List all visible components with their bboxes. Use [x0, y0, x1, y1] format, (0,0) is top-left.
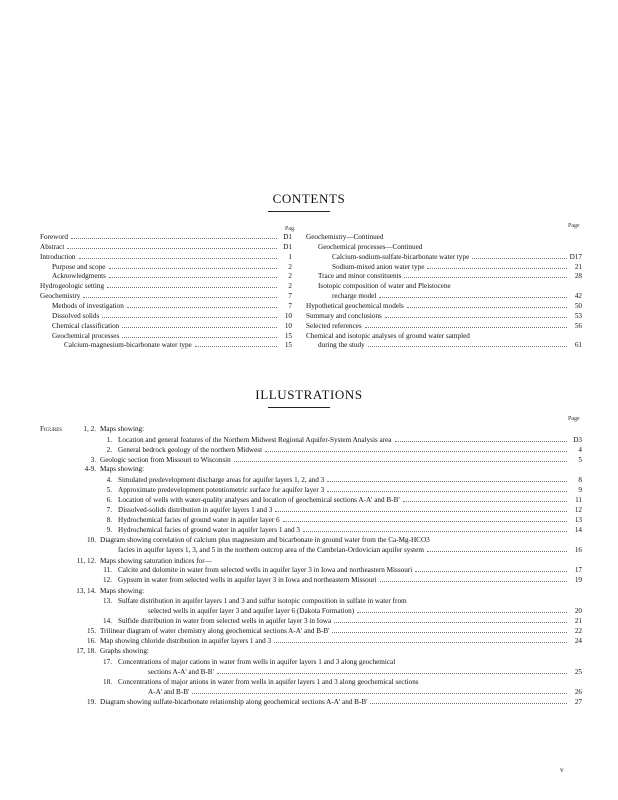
contents-page-header-left: Pag.: [285, 226, 296, 232]
illustration-entry: [118, 486, 582, 494]
contents-left-entry-text: Methods of investigation: [52, 301, 124, 310]
illustration-entry-text: Maps showing:: [100, 587, 145, 595]
illustration-entry-leader: [327, 490, 567, 492]
illustration-entry: [118, 446, 582, 454]
contents-right-entry-text: Trace and minor constituents: [318, 272, 402, 281]
illustration-entry-page: 25: [574, 668, 582, 676]
illustration-entry-leader: [327, 480, 567, 482]
figure-number: 4-9.: [84, 465, 96, 473]
illustration-entry-text: Dissolved-solids distribution in aquifer layers 1 and 3: [118, 506, 273, 514]
illustration-entry: [100, 698, 582, 706]
illustration-entry: [118, 476, 582, 484]
illustration-entry-page: 8: [578, 476, 582, 484]
figure-number: 4.: [106, 476, 112, 484]
contents-left-entry-page: 2: [288, 262, 292, 271]
figure-number: 5.: [106, 486, 112, 494]
contents-right-entry-text: Summary and conclusions: [306, 311, 382, 320]
illustration-entry-leader: [427, 550, 567, 552]
figure-number: 17, 18.: [76, 647, 96, 655]
contents-right-entry-text: Geochemistry—Continued: [306, 233, 384, 241]
contents-left-entry-text: Introduction: [40, 252, 76, 261]
figure-number: 12.: [103, 576, 112, 584]
contents-right-entry-page: 61: [574, 341, 582, 350]
figure-number: 10.: [87, 536, 96, 544]
illustration-entry: [118, 678, 582, 686]
illustration-entry-page: 4: [578, 446, 582, 454]
illustration-entry: [100, 647, 582, 655]
illustration-entry: [118, 597, 582, 605]
illustration-entry-leader: [380, 580, 567, 582]
illustration-entry-page: 21: [574, 617, 582, 625]
contents-right-entry: [332, 253, 582, 261]
illustration-entry-text: Hydrochemical facies of ground water in aquifer layer 6: [118, 516, 280, 524]
contents-left-entry-leader: [102, 316, 277, 318]
illustration-entry-leader: [415, 570, 567, 572]
figure-number: 19.: [87, 698, 96, 706]
contents-left-entry: [40, 253, 292, 261]
contents-left-entry: [52, 332, 292, 340]
contents-right-entry-text: Calcium-sodium-sulfate-bicarbonate water type: [332, 252, 470, 261]
contents-title-rule: [268, 211, 330, 212]
illustration-entry: [118, 658, 582, 666]
contents-right-entry: [332, 263, 582, 271]
illustration-entry-page: 22: [574, 627, 582, 635]
illustration-entry: [148, 688, 582, 696]
illustration-entry-text: Simulated predevelopment discharge areas for aquifer layers 1, 2, and 3: [118, 476, 325, 484]
contents-right-entry-page: 42: [574, 292, 582, 301]
illustration-entry: [100, 587, 582, 595]
illustration-entry-page: 16: [574, 546, 582, 554]
contents-right-entry: [306, 322, 582, 330]
contents-right-entry-text: during the study: [318, 341, 365, 350]
contents-left-entry-leader: [195, 345, 277, 347]
contents-right-entry: [318, 243, 582, 251]
contents-right-entry: [318, 282, 582, 290]
contents-right-entry-text: Selected references: [306, 321, 362, 330]
illustration-entry-text: selected wells in aquifer layer 3 and aquifer layer 6 (Dakota Formation): [148, 607, 355, 615]
figure-number: 15.: [87, 627, 96, 635]
contents-left-entry: [52, 322, 292, 330]
illustration-entry: [118, 617, 582, 625]
illustration-entry: [100, 637, 582, 645]
contents-left-entry-text: Chemical classification: [52, 321, 120, 330]
contents-right-entry: [306, 233, 582, 241]
contents-right-entry-text: Chemical and isotopic analyses of ground water sampled: [306, 331, 470, 340]
contents-left-entry: [40, 243, 292, 251]
contents-right-entry-page: 50: [574, 301, 582, 310]
contents-right-entry-page: D17: [569, 252, 582, 261]
illustration-entry-page: 9: [578, 486, 582, 494]
contents-left-entry-page: D1: [283, 242, 292, 251]
illustration-entry: [148, 668, 582, 676]
illustration-entry-text: Location and general features of the Northern Midwest Regional Aquifer-System Analysis area: [118, 436, 392, 444]
figure-number: 14.: [103, 617, 112, 625]
figure-number: 3.: [90, 456, 96, 464]
contents-left-entry-text: Acknowledgments: [52, 272, 106, 281]
illustration-entry: [118, 436, 582, 444]
contents-page-header-right: Page: [568, 223, 580, 229]
illustration-entry-text: Graphs showing:: [100, 647, 149, 655]
contents-right-entry: [306, 302, 582, 310]
illustration-entry-text: facies in aquifer layers 1, 3, and 5 in the northern outcrop area of the Cambrian-Ordovician aquifer system: [118, 546, 424, 554]
figure-number: 1, 2.: [83, 425, 96, 433]
illustration-entry-text: Location of wells with water-quality analyses and location of geochemical sections A-A' and B-B': [118, 496, 400, 504]
illustration-entry: [100, 456, 582, 464]
illustration-entry-page: 26: [574, 688, 582, 696]
illustration-entry-leader: [395, 440, 568, 442]
illustration-entry: [118, 516, 582, 524]
illustration-entry-page: 12: [574, 506, 582, 514]
illustration-entry: [100, 627, 582, 635]
illustration-entry: [118, 546, 582, 554]
contents-left-entry-leader: [109, 267, 278, 269]
contents-title: CONTENTS: [272, 191, 346, 206]
figure-number: 1.: [106, 436, 112, 444]
illustration-entry-text: Maps showing:: [100, 465, 145, 473]
contents-left-entry-text: Dissolved solids: [52, 311, 100, 320]
figure-number: 16.: [87, 637, 96, 645]
figure-number: 18.: [103, 678, 112, 686]
illustration-entry: [118, 496, 582, 504]
contents-right-entry: [306, 312, 582, 320]
illustration-entry-page: 20: [574, 607, 582, 615]
contents-left-entry-leader: [109, 276, 277, 278]
illustration-entry-leader: [275, 510, 567, 512]
contents-right-entry-leader: [404, 276, 567, 278]
figure-number: 13.: [103, 597, 112, 605]
contents-right-entry: [332, 292, 582, 300]
illustration-entry: [148, 607, 582, 615]
figure-number: 11, 12.: [76, 557, 96, 565]
illustration-entry-leader: [403, 500, 567, 502]
contents-left-entry-text: Calcium-magnesium-bicarbonate water type: [64, 341, 192, 350]
contents-left-entry-page: 15: [284, 341, 292, 350]
contents-left-entry: [52, 302, 292, 310]
contents-right-entry-leader: [385, 316, 567, 318]
contents-right-entry: [306, 332, 582, 340]
contents-right-entry-text: Hypothetical geochemical models: [306, 301, 404, 310]
illustration-entry-page: 27: [574, 698, 582, 706]
contents-left-entry-leader: [71, 237, 277, 239]
contents-right-entry-leader: [368, 345, 567, 347]
page-folio: v: [560, 766, 564, 774]
illustration-entry-text: Approximate predevelopment potentiometric surface for aquifer layer 3: [118, 486, 325, 494]
illustration-entry-page: 11: [575, 496, 582, 504]
contents-right-entry: [318, 272, 582, 280]
contents-left-entry-text: Purpose and scope: [52, 262, 106, 271]
contents-left-entry-page: 7: [288, 292, 292, 301]
contents-right-entry-page: 21: [574, 262, 582, 271]
illustration-entry: [100, 465, 582, 473]
illustration-entry: [118, 526, 582, 534]
contents-left-entry-page: 15: [284, 331, 292, 340]
illustration-entry-text: Maps showing saturation indices for—: [100, 557, 212, 565]
illustration-entry: [118, 576, 582, 584]
contents-left-entry-leader: [127, 306, 277, 308]
illustration-entry: [118, 566, 582, 574]
illustration-entry: [118, 506, 582, 514]
contents-left-entry: [40, 282, 292, 290]
illustration-entry-page: 5: [578, 456, 582, 464]
illustration-entry-leader: [370, 702, 567, 704]
contents-right-entry-text: Geochemical processes—Continued: [318, 242, 423, 251]
illustration-entry-leader: [334, 621, 567, 623]
contents-right-entry-leader: [427, 267, 567, 269]
illustration-entry-text: Gypsum in water from selected wells in aquifer layer 3 in Iowa and northeastern Missouri: [118, 576, 377, 584]
figure-number: 8.: [106, 516, 112, 524]
contents-left-entry-leader: [67, 247, 277, 249]
illustrations-title-rule: [268, 407, 330, 408]
illustration-entry-text: Map showing chloride distribution in aquifer layers 1 and 3: [100, 637, 272, 645]
illustration-entry-text: Calcite and dolomite in water from selected wells in aquifer layer 3 in Iowa and northeastern Missouri: [118, 566, 413, 574]
contents-right-entry-page: 53: [574, 311, 582, 320]
figure-number: 9.: [106, 526, 112, 534]
figure-number: 7.: [106, 506, 112, 514]
illustration-entry-text: Diagram showing sulfate-bicarbonate relationship along geochemical sections A-A' and B-B': [100, 698, 368, 706]
contents-left-entry: [40, 292, 292, 300]
contents-left-entry-text: Geochemistry: [40, 292, 81, 301]
illustration-entry-leader: [217, 672, 567, 674]
illustration-entry-leader: [274, 641, 567, 643]
illustration-entry-leader: [303, 530, 567, 532]
contents-right-entry-leader: [365, 326, 567, 328]
figure-number: 2.: [106, 446, 112, 454]
contents-left-entry-text: Hydrogeologic setting: [40, 282, 105, 291]
illustration-entry-text: Sulfate distribution in aquifer layers 1 and 3 and sulfur isotopic composition in sulfate in water from: [118, 597, 407, 605]
contents-left-entry-page: 10: [284, 311, 292, 320]
illustration-entry-text: Maps showing:: [100, 425, 145, 433]
illustration-entry: [100, 425, 582, 433]
contents-left-entry-leader: [122, 326, 277, 328]
illustration-entry-page: 17: [574, 566, 582, 574]
illustration-entry-page: 19: [574, 576, 582, 584]
contents-left-entry-text: Abstract: [40, 242, 65, 251]
figure-number: 13, 14.: [76, 587, 96, 595]
illustration-entry-text: General bedrock geology of the northern Midwest: [118, 446, 263, 454]
contents-left-entry: [64, 341, 292, 349]
contents-left-entry-page: 2: [288, 272, 292, 281]
illustration-entry: [100, 557, 582, 565]
contents-right-entry-page: 56: [574, 321, 582, 330]
contents-left-entry: [40, 233, 292, 241]
contents-left-entry: [52, 263, 292, 271]
contents-left-entry-text: Foreword: [40, 233, 68, 241]
illustration-entry-page: 24: [574, 637, 582, 645]
illustration-entry: [100, 536, 582, 544]
contents-left-entry-text: Geochemical processes: [52, 331, 120, 340]
contents-left-entry-leader: [79, 257, 277, 259]
illustration-entry-leader: [332, 631, 567, 633]
illustration-entry-text: Concentrations of major cations in water from wells in aquifer layers 1 and 3 along geochemical: [118, 658, 396, 666]
illustration-entry-text: Sulfide distribution in water from selected wells in aquifer layer 3 in Iowa: [118, 617, 332, 625]
contents-right-entry-leader: [472, 257, 566, 259]
illustration-entry-leader: [192, 692, 567, 694]
contents-left-entry-page: 7: [288, 301, 292, 310]
contents-right-entry: [318, 341, 582, 349]
illustration-entry-text: sections A-A' and B-B': [148, 668, 214, 676]
figure-number: 11.: [103, 566, 112, 574]
illustration-entry-text: A-A' and B-B': [148, 688, 190, 696]
contents-right-entry-text: Isotopic composition of water and Pleistocene: [318, 282, 451, 291]
contents-right-entry-leader: [379, 296, 567, 298]
contents-left-entry: [52, 272, 292, 280]
illustration-entry-leader: [357, 611, 567, 613]
illustration-entry-text: Trilinear diagram of water chemistry along geochemical sections A-A' and B-B': [100, 627, 330, 635]
contents-left-entry-leader: [83, 296, 277, 298]
contents-left-entry: [52, 312, 292, 320]
illustration-entry-leader: [283, 520, 567, 522]
illustration-entry-text: Diagram showing correlation of calcium plus magnesium and bicarbonate in ground water from the Ca-Mg-HCO3: [100, 536, 430, 544]
illustration-entry-leader: [234, 460, 567, 462]
illustration-entry-text: Concentrations of major anions in water from wells in aquifer layers 1 and 3 along geochemical sections: [118, 678, 419, 686]
figure-number: 6.: [106, 496, 112, 504]
contents-left-entry-leader: [107, 286, 277, 288]
illustrations-title: ILLUSTRATIONS: [255, 387, 363, 402]
contents-left-entry-page: D1: [283, 233, 292, 241]
illustration-entry-page: 14: [574, 526, 582, 534]
figure-number: 17.: [103, 658, 112, 666]
contents-right-entry-page: 28: [574, 272, 582, 281]
figures-label: Figures: [40, 425, 63, 433]
illustration-entry-page: D3: [573, 436, 582, 444]
illustration-entry-leader: [265, 450, 567, 452]
illustration-entry-text: Hydrochemical facies of ground water in aquifer layers 1 and 3: [118, 526, 301, 534]
contents-right-entry-text: Sodium-mixed anion water type: [332, 262, 425, 271]
illustrations-page-header: Page: [568, 416, 580, 422]
illustration-entry-page: 13: [574, 516, 582, 524]
illustration-entry-text: Geologic section from Missouri to Wisconsin: [100, 456, 231, 464]
contents-right-entry-leader: [407, 306, 567, 308]
contents-right-entry-text: recharge model: [332, 292, 377, 301]
contents-left-entry-page: 10: [284, 321, 292, 330]
contents-left-entry-leader: [122, 336, 277, 338]
contents-left-entry-page: 1: [288, 252, 292, 261]
contents-left-entry-page: 2: [288, 282, 292, 291]
